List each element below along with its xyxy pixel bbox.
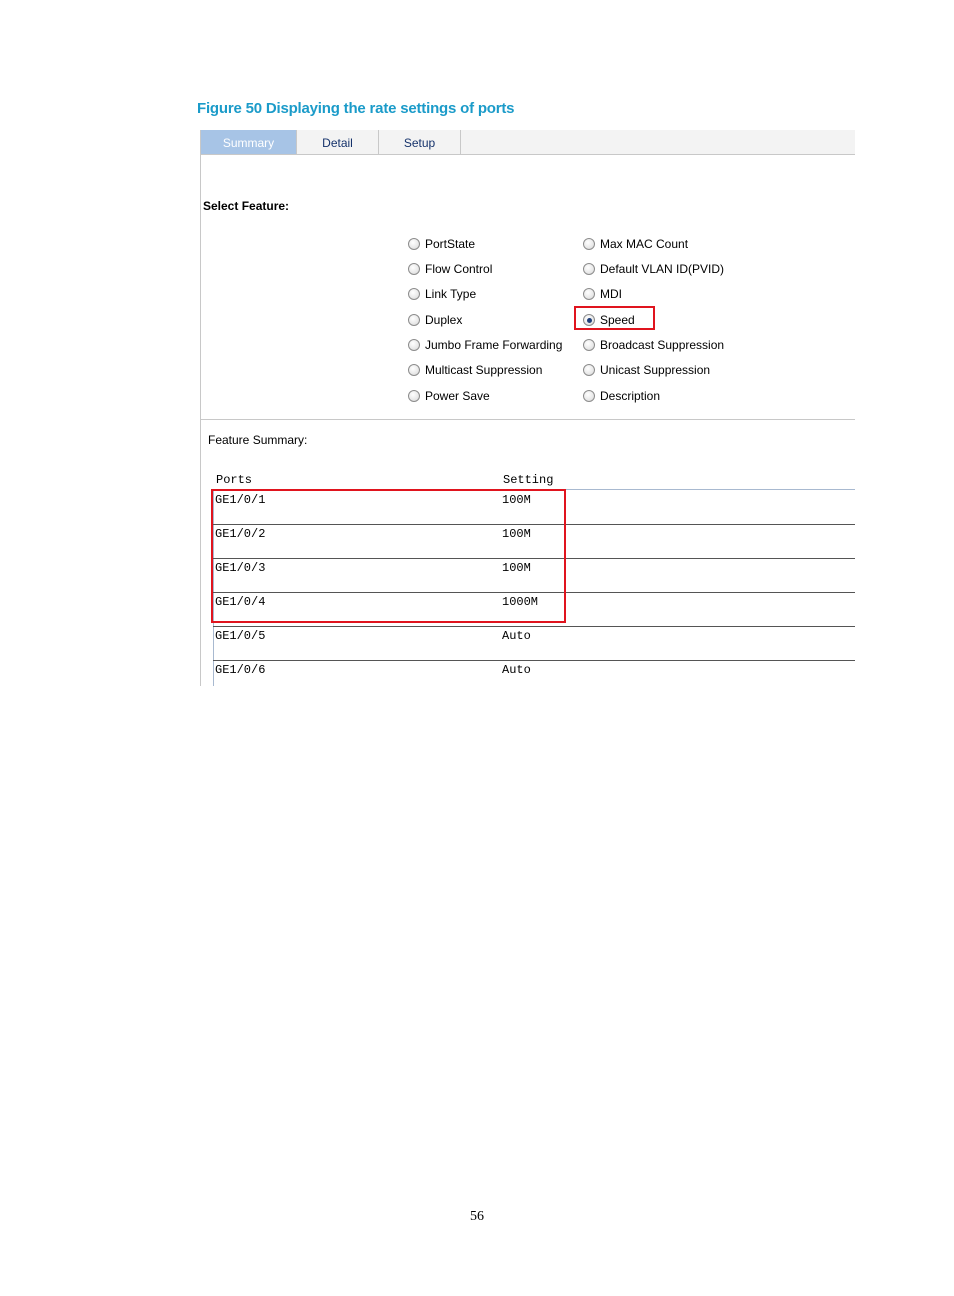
option-broadcast-suppression[interactable] [583, 337, 724, 353]
table-row-port: GE1/0/2 [215, 527, 266, 541]
table-row-port: GE1/0/4 [215, 595, 266, 609]
option-mdi[interactable] [583, 286, 622, 302]
radio-icon[interactable] [583, 263, 595, 275]
radio-icon[interactable] [583, 390, 595, 402]
option-label: Jumbo Frame Forwarding [425, 338, 563, 352]
radio-icon[interactable] [583, 339, 595, 351]
radio-icon[interactable] [408, 364, 420, 376]
radio-icon[interactable] [408, 339, 420, 351]
figure-caption: Figure 50 Displaying the rate settings of ports [197, 100, 515, 117]
tab-detail[interactable]: Detail [297, 130, 379, 154]
table-row-setting: 1000M [502, 595, 539, 609]
port-management-panel [200, 130, 855, 686]
row-divider [213, 660, 855, 661]
table-row-port: GE1/0/5 [215, 629, 266, 643]
option-duplex[interactable] [408, 312, 462, 328]
option-portstate[interactable] [408, 236, 475, 252]
column-header-setting: Setting [503, 473, 554, 487]
table-row-setting: Auto [502, 629, 531, 643]
option-label: Speed [600, 313, 635, 327]
option-label: Broadcast Suppression [600, 338, 725, 352]
table-row-setting: 100M [502, 561, 531, 575]
radio-icon[interactable] [408, 314, 420, 326]
option-label: Max MAC Count [600, 237, 689, 251]
option-label: MDI [600, 287, 622, 301]
option-label: Description [600, 389, 661, 403]
radio-icon[interactable] [408, 288, 420, 300]
feature-summary-label: Feature Summary: [208, 433, 308, 447]
select-feature-label: Select Feature: [203, 199, 290, 213]
option-label: Power Save [425, 389, 490, 403]
option-power-save[interactable] [408, 388, 490, 404]
option-default-vlan-id[interactable] [583, 261, 724, 277]
option-flow-control[interactable] [408, 261, 492, 277]
radio-icon[interactable] [583, 238, 595, 250]
table-row-port: GE1/0/6 [215, 663, 266, 677]
radio-icon[interactable] [583, 364, 595, 376]
option-label: Duplex [425, 313, 463, 327]
rows-highlight-box [211, 489, 566, 623]
radio-icon[interactable] [408, 263, 420, 275]
page-number: 56 [470, 1209, 484, 1224]
option-label: Default VLAN ID(PVID) [600, 262, 725, 276]
row-divider [213, 626, 855, 627]
table-row-setting: 100M [502, 527, 531, 541]
table-row-setting: 100M [502, 493, 531, 507]
option-max-mac-count[interactable] [583, 236, 688, 252]
table-row-port: GE1/0/1 [215, 493, 266, 507]
option-label: Unicast Suppression [600, 363, 711, 377]
table-row-port: GE1/0/3 [215, 561, 266, 575]
option-description[interactable] [583, 388, 660, 404]
tab-setup[interactable]: Setup [379, 130, 461, 154]
option-label: Link Type [425, 287, 477, 301]
tab-summary[interactable]: Summary [201, 130, 297, 154]
option-label: PortState [425, 237, 476, 251]
table-row-setting: Auto [502, 663, 531, 677]
radio-icon[interactable] [408, 390, 420, 402]
option-multicast-suppression[interactable] [408, 362, 542, 378]
option-unicast-suppression[interactable] [583, 362, 710, 378]
tab-bar [201, 130, 855, 155]
option-label: Flow Control [425, 262, 493, 276]
option-label: Multicast Suppression [425, 363, 543, 377]
column-header-ports: Ports [216, 473, 253, 487]
speed-highlight-box [574, 306, 655, 330]
radio-icon[interactable] [408, 238, 420, 250]
radio-icon[interactable] [583, 288, 595, 300]
section-divider [201, 419, 855, 420]
option-link-type[interactable] [408, 286, 476, 302]
option-jumbo-frame-forwarding[interactable] [408, 337, 562, 353]
